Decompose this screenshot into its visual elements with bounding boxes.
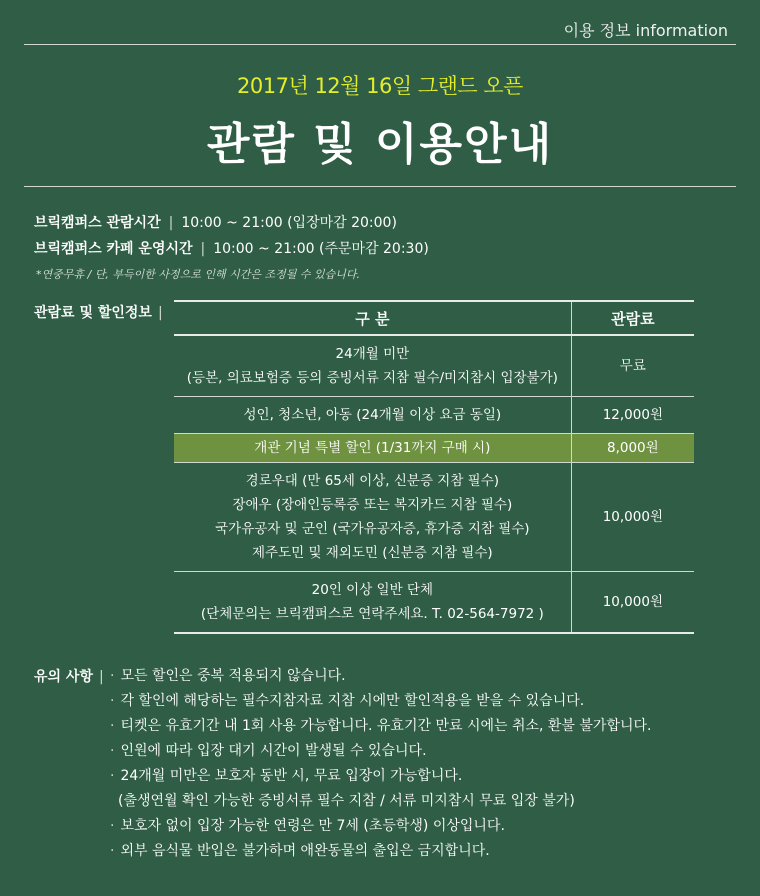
fee-price-cell: 10,000원 (571, 463, 694, 572)
hours-line-campus (34, 212, 397, 232)
header-divider (24, 44, 736, 45)
title-divider (24, 186, 736, 187)
fee-category-cell (174, 572, 571, 634)
note-text: 모든 할인은 중복 적용되지 않습니다. (120, 668, 346, 684)
fee-table (174, 300, 694, 634)
fee-price-cell: 12,000원 (571, 397, 694, 434)
fee-price-cell: 10,000원 (571, 572, 694, 634)
separator: | (157, 305, 163, 321)
notes-list (110, 664, 651, 864)
fee-category-line: (단체문의는 브릭캠퍼스로 연락주세요. T. 02-564-7972 ) (200, 606, 544, 622)
table-row (174, 335, 694, 397)
separator: | (98, 669, 104, 685)
fee-category-line: 24개월 미만 (335, 346, 410, 362)
bullet-icon: · (110, 743, 115, 759)
fee-price-cell: 8,000원 (571, 434, 694, 463)
fee-category-line: 제주도민 및 재외도민 (신분증 지참 필수) (252, 545, 493, 561)
hours-value: 10:00 ~ 21:00 (주문마감 20:30) (213, 241, 429, 257)
section-header: 이용 정보 information (563, 21, 728, 40)
note-text: 각 할인에 해당하는 필수지참자료 지참 시에만 할인적용을 받을 수 있습니다. (120, 693, 585, 709)
note-text: 인원에 따라 입장 대기 시간이 발생될 수 있습니다. (120, 743, 427, 759)
bullet-icon: · (110, 718, 115, 734)
hours-label: 브릭캠퍼스 관람시간 (34, 215, 161, 231)
opening-date-subtitle: 2017년 12월 16일 그랜드 오픈 (237, 74, 523, 98)
column-header-category: 구 분 (174, 301, 571, 335)
note-item (110, 739, 651, 764)
note-item (110, 664, 651, 689)
note-item (110, 689, 651, 714)
bullet-icon: · (110, 843, 115, 859)
fee-category-line: 장애우 (장애인등록증 또는 복지카드 지참 필수) (232, 497, 513, 513)
note-text: 보호자 없이 입장 가능한 연령은 만 7세 (초등학생) 이상입니다. (120, 818, 505, 834)
bullet-icon: · (110, 818, 115, 834)
fee-category-cell (174, 434, 571, 463)
note-text: 티켓은 유효기간 내 1회 사용 가능합니다. 유효기간 만료 시에는 취소, 환불 불가합니다. (120, 718, 652, 734)
fee-price-cell: 무료 (571, 335, 694, 397)
table-row (174, 434, 694, 463)
hours-note: *연중무휴 / 단, 부득이한 사정으로 인해 시간은 조정될 수 있습니다. (36, 268, 360, 281)
fees-section-label: 관람료 및 할인정보 | (34, 305, 163, 321)
column-header-price: 관람료 (571, 301, 694, 335)
fee-category-line: 경로우대 (만 65세 이상, 신분증 지참 필수) (245, 473, 500, 489)
note-item (110, 764, 651, 789)
fee-category-line: (등본, 의료보험증 등의 증빙서류 지참 필수/미지참시 입장불가) (186, 370, 558, 386)
bullet-icon: · (110, 693, 115, 709)
fee-category-cell (174, 397, 571, 434)
note-item (110, 814, 651, 839)
hours-line-cafe (34, 238, 429, 258)
table-row (174, 572, 694, 634)
note-text: 24개월 미만은 보호자 동반 시, 무료 입장이 가능합니다. (120, 768, 463, 784)
fee-category-cell (174, 335, 571, 397)
hours-value: 10:00 ~ 21:00 (입장마감 20:00) (181, 215, 397, 231)
table-row (174, 463, 694, 572)
table-row (174, 397, 694, 434)
separator: | (200, 241, 206, 257)
separator: | (168, 215, 174, 231)
note-text: 외부 음식물 반입은 불가하며 애완동물의 출입은 금지합니다. (120, 843, 490, 859)
fee-category-line: 20인 이상 일반 단체 (311, 582, 434, 598)
bullet-icon: · (110, 768, 115, 784)
note-item (110, 839, 651, 864)
fee-category-line: 개관 기념 특별 할인 (1/31까지 구매 시) (254, 440, 491, 456)
fee-category-line: 성인, 청소년, 아동 (24개월 이상 요금 동일) (243, 407, 502, 423)
hours-label: 브릭캠퍼스 카페 운영시간 (34, 241, 193, 257)
note-item (110, 714, 651, 739)
notes-section-label: 유의 사항 | (34, 669, 104, 685)
note-continuation: (출생연월 확인 가능한 증빙서류 필수 지참 / 서류 미지참시 무료 입장 불가) (118, 793, 575, 809)
page-title: 관람 및 이용안내 (206, 119, 554, 170)
bullet-icon: · (110, 668, 115, 684)
fee-category-cell (174, 463, 571, 572)
table-header-row (174, 301, 694, 335)
fee-category-line: 국가유공자 및 군인 (국가유공자증, 휴가증 지참 필수) (215, 521, 530, 537)
